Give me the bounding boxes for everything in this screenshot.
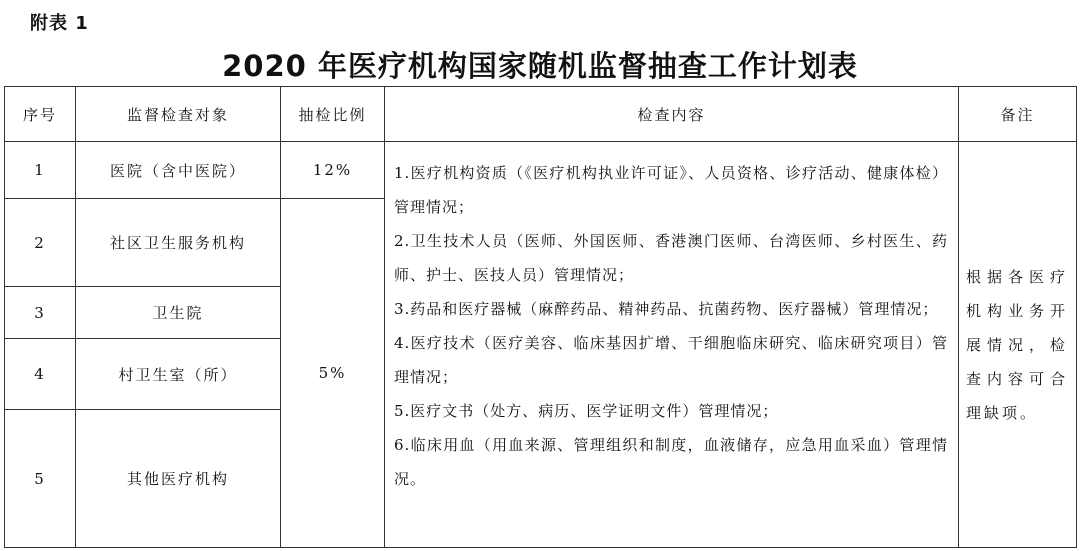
inspection-plan-table [4,86,1077,548]
row-ratio: 12% [281,142,385,199]
row-target: 村卫生室（所） [76,339,281,410]
header-target: 监督检查对象 [76,87,281,142]
row-index: 1 [5,142,76,199]
table-header-row [5,87,1077,142]
content-item: 3.药品和医疗器械（麻醉药品、精神药品、抗菌药物、医疗器械）管理情况； [394,300,939,318]
header-content: 检查内容 [385,87,959,142]
table-row [5,142,1077,199]
row-target: 卫生院 [76,287,281,339]
row-target: 其他医疗机构 [76,410,281,548]
page-title: 2020 年医疗机构国家随机监督抽查工作计划表 [222,49,858,83]
content-item: 1.医疗机构资质（《医疗机构执业许可证》、人员资格、诊疗活动、健康体检）管理情况； [394,164,948,216]
content-item: 4.医疗技术（医疗美容、临床基因扩增、干细胞临床研究、临床研究项目）管理情况； [394,334,948,386]
header-remarks: 备注 [959,87,1077,142]
row-index: 3 [5,287,76,339]
remarks-cell: 根据各医疗机构业务开展情况，检查内容可合理缺项。 [959,142,1077,548]
row-target: 社区卫生服务机构 [76,199,281,287]
row-index: 5 [5,410,76,548]
row-target: 医院（含中医院） [76,142,281,199]
content-item: 2.卫生技术人员（医师、外国医师、香港澳门医师、台湾医师、乡村医生、药师、护士、医技人员）管理情况； [394,232,948,284]
header-index: 序号 [5,87,76,142]
inspection-content-cell [385,142,959,548]
row-index: 4 [5,339,76,410]
row-index: 2 [5,199,76,287]
content-item: 6.临床用血（用血来源、管理组织和制度，血液储存，应急用血采血）管理情况。 [394,436,948,488]
shared-ratio-cell: 5% [281,199,385,548]
annex-label: 附表 1 [30,13,89,34]
header-ratio: 抽检比例 [281,87,385,142]
content-item: 5.医疗文书（处方、病历、医学证明文件）管理情况； [394,402,779,420]
